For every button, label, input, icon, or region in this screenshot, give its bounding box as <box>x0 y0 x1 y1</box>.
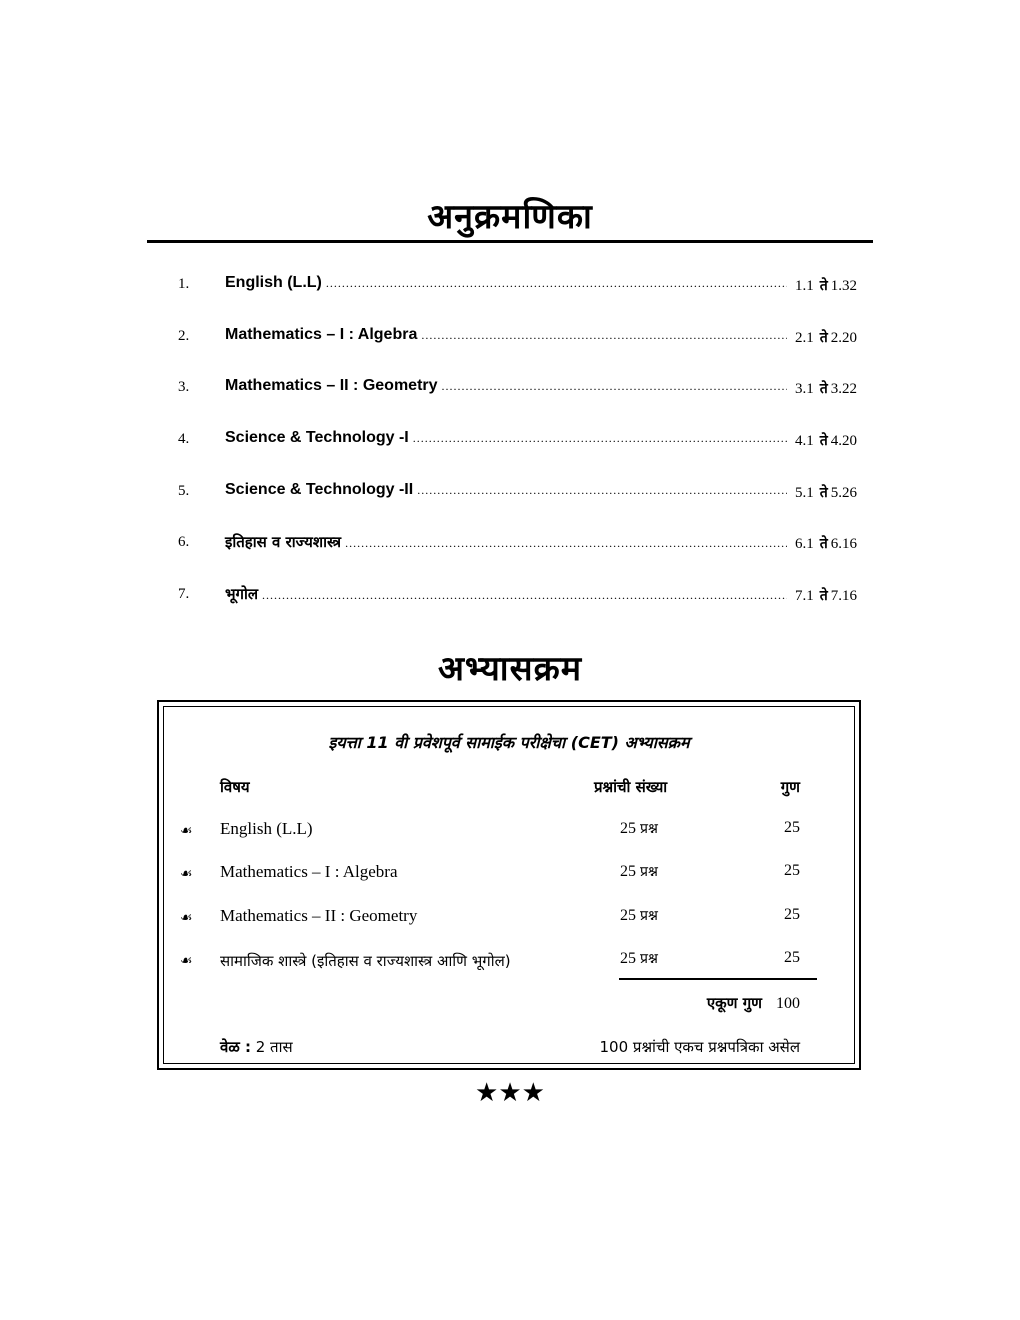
toc-page-range: 3.1 ते 3.22 <box>795 381 857 397</box>
syllabus-title: अभ्यासक्रम <box>437 649 583 689</box>
syllabus-box-inner <box>163 706 855 1064</box>
toc-item-label: English (L.L) <box>225 274 322 291</box>
table-row <box>164 862 854 892</box>
marks-value: 25 <box>784 819 800 836</box>
column-header-marks: गुण <box>780 778 800 796</box>
toc-item-label: Science & Technology -I <box>225 429 409 446</box>
toc-item-number: 4. <box>178 431 190 447</box>
toc-page-range: 7.1 ते 7.16 <box>795 588 857 604</box>
stars-ornament: ★★★ <box>475 1078 545 1108</box>
fleuron-bullet-icon: ☙ <box>180 910 193 926</box>
question-count: 25 प्रश्न <box>620 820 658 837</box>
question-count: 25 प्रश्न <box>620 950 658 967</box>
toc-item-number: 5. <box>178 483 190 499</box>
toc-item-number: 3. <box>178 379 190 395</box>
toc-item[interactable] <box>0 375 1020 405</box>
toc-leader-dots <box>326 276 787 290</box>
toc-item[interactable] <box>0 582 1020 612</box>
toc-item[interactable] <box>0 324 1020 354</box>
marks-value: 25 <box>784 862 800 879</box>
fleuron-bullet-icon: ☙ <box>180 866 193 882</box>
toc-item-number: 6. <box>178 534 190 550</box>
toc-page-range: 6.1 ते 6.16 <box>795 536 857 552</box>
syllabus-box <box>157 700 861 1070</box>
fleuron-bullet-icon: ☙ <box>180 823 193 839</box>
toc-title: अनुक्रमणिका <box>427 197 593 237</box>
toc-item[interactable] <box>0 530 1020 560</box>
subject-name: English (L.L) <box>220 819 313 838</box>
table-row <box>164 819 854 849</box>
question-count: 25 प्रश्न <box>620 907 658 924</box>
fleuron-bullet-icon: ☙ <box>180 953 193 969</box>
question-count: 25 प्रश्न <box>620 863 658 880</box>
toc-leader-dots <box>345 536 787 550</box>
toc-item-label: Mathematics – II : Geometry <box>225 377 438 394</box>
toc-item[interactable] <box>0 479 1020 509</box>
paper-note: 100 प्रश्नांची एकच प्रश्नपत्रिका असेल <box>599 1038 800 1056</box>
toc-leader-dots <box>421 328 787 342</box>
subject-name: Mathematics – II : Geometry <box>220 906 418 925</box>
toc-page-range: 1.1 ते 1.32 <box>795 278 857 294</box>
total-marks: एकूण गुण 100 <box>706 994 800 1012</box>
syllabus-box-heading: इयत्ता 11 वी प्रवेशपूर्व सामाईक परीक्षेचा (CET) अभ्यासक्रम <box>328 733 690 752</box>
exam-duration: वेळ : 2 तास <box>220 1038 293 1056</box>
marks-value: 25 <box>784 949 800 966</box>
toc-item-number: 1. <box>178 276 190 292</box>
toc-page-range: 2.1 ते 2.20 <box>795 330 857 346</box>
toc-item-label: भूगोल <box>225 585 259 603</box>
subject-name: सामाजिक शास्त्रे (इतिहास व राज्यशास्त्र आणि भूगोल) <box>220 952 511 970</box>
toc-leader-dots <box>262 588 787 602</box>
toc-title-rule <box>147 240 873 243</box>
toc-page-range: 5.1 ते 5.26 <box>795 485 857 501</box>
toc-page-range: 4.1 ते 4.20 <box>795 433 857 449</box>
total-rule <box>619 978 817 980</box>
toc-item-number: 2. <box>178 328 190 344</box>
toc-item-label: Science & Technology -II <box>225 481 414 498</box>
toc-item-label: इतिहास व राज्यशास्त्र <box>225 533 342 551</box>
marks-value: 25 <box>784 906 800 923</box>
column-header-questions: प्रश्नांची संख्या <box>594 778 668 796</box>
toc-leader-dots <box>413 431 787 445</box>
toc-item-label: Mathematics – I : Algebra <box>225 326 418 343</box>
subject-name: Mathematics – I : Algebra <box>220 862 398 881</box>
table-row <box>164 949 854 979</box>
toc-item[interactable] <box>0 272 1020 302</box>
toc-item[interactable] <box>0 427 1020 457</box>
toc-leader-dots <box>417 483 787 497</box>
toc-leader-dots <box>442 379 787 393</box>
column-header-subject: विषय <box>220 778 250 796</box>
toc-item-number: 7. <box>178 586 190 602</box>
table-row <box>164 906 854 936</box>
